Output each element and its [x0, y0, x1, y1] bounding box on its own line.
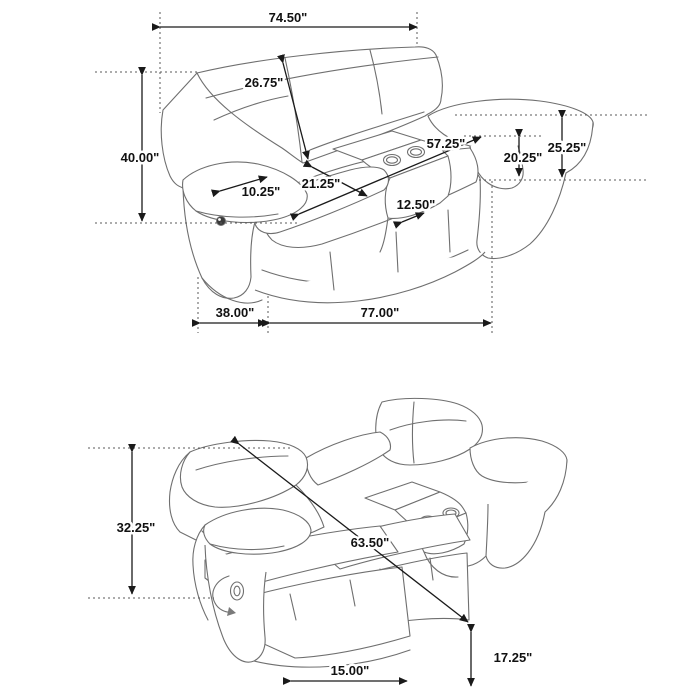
label-console-width: 12.50": [396, 197, 436, 212]
label-arm-width: 10.25": [241, 184, 281, 199]
label-body-width: 77.00": [360, 305, 400, 320]
label-overall-width: 74.50": [268, 10, 308, 25]
label-footrest-height: 17.25": [493, 650, 533, 665]
label-overall-depth: 38.00": [215, 305, 255, 320]
label-interior-width: 57.25": [426, 136, 466, 151]
label-seat-width: 21.25": [301, 176, 341, 191]
label-footrest-extension: 15.00": [330, 663, 370, 678]
manual-recline-handle-icon: [231, 582, 244, 600]
sofa-upright-drawing: [161, 47, 593, 303]
label-seat-height: 20.25": [503, 150, 543, 165]
label-arm-height: 25.25": [547, 140, 587, 155]
sofa-reclined-drawing: [169, 398, 567, 667]
power-recline-button-icon: [217, 217, 226, 226]
label-reclined-back-height: 32.25": [116, 520, 156, 535]
label-reclined-length: 63.50": [350, 535, 390, 550]
label-back-height: 26.75": [244, 75, 284, 90]
label-overall-height: 40.00": [120, 150, 160, 165]
